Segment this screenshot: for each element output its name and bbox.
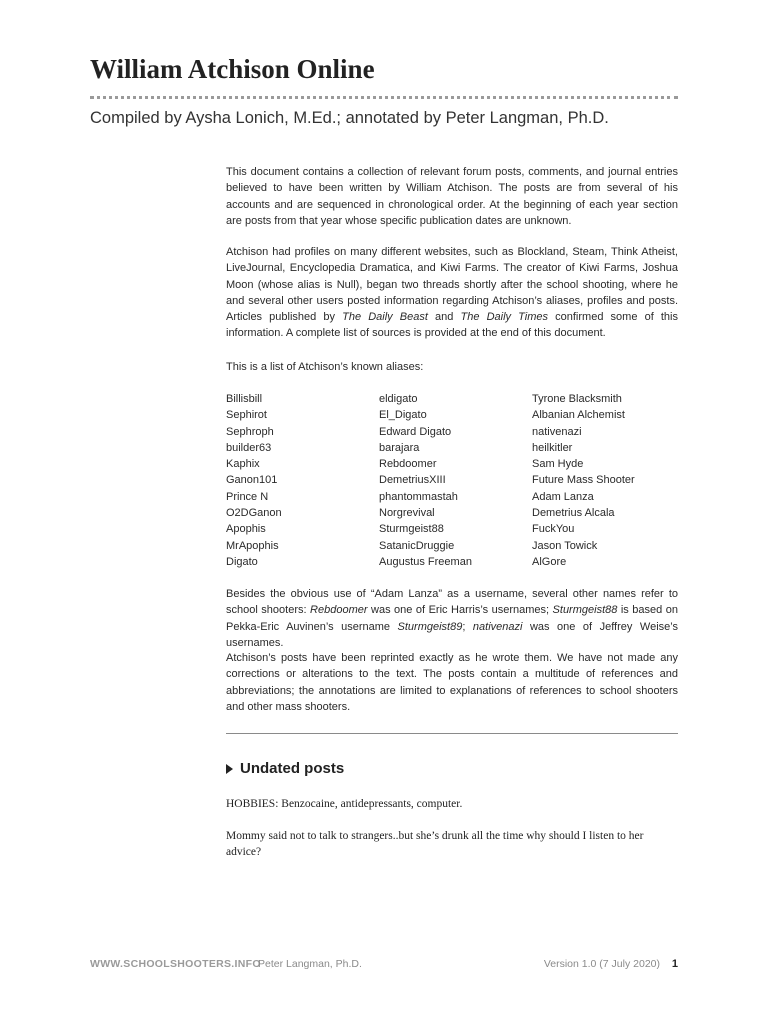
usernames-note: Besides the obvious use of “Adam Lanza” as a username, several other names refer to school shooters: Rebdoomer was one of Eric Harris’s usernames; Sturmgeist88 is based on Pekka-Eric Auvinen’s username Sturmgeist89; nativenazi was one of Jeffrey Weise’s usernames. — [226, 588, 678, 649]
alias-item: Kaphix — [226, 458, 260, 471]
aliases-intro: This is a list of Atchison’s known aliases: — [226, 361, 424, 373]
reprint-note: Atchison’s posts have been reprinted exactly as he wrote them. We have not made any corrections or alterations to the text. The posts contain a multitude of references and abbreviations; the annotations are limited to explanations of references to school shooters and other mass shooters. — [226, 652, 678, 713]
post-entry: HOBBIES: Benzocaine, antidepressants, computer. — [226, 798, 463, 810]
section-divider — [226, 733, 678, 734]
alias-item: Prince N — [226, 490, 269, 503]
intro-paragraph-2: Atchison had profiles on many different websites, such as Blockland, Steam, Think Atheist, LiveJournal, Encyclopedia Dramatica, and Kiwi Farms. The creator of Kiwi Farms, Joshua Moon (whose alias is Null), began two threads shortly after the school shooting, where he and several other users posted information regarding Atchison’s aliases, profiles and posts. Articles published by The Daily Beast and The Daily Times confirmed some of this information. A complete list of sources is provided at the end of this document. — [226, 246, 678, 340]
alias-item: MrApophis — [226, 539, 279, 552]
alias-item: Digato — [226, 555, 258, 568]
alias-item: Demetrius Alcala — [532, 507, 615, 520]
alias-item: Adam Lanza — [532, 490, 594, 503]
alias-item: phantommastah — [379, 490, 458, 503]
alias-item: Future Mass Shooter — [532, 474, 635, 487]
document-title: William Atchison Online — [90, 54, 375, 84]
alias-item: Norgrevival — [379, 507, 435, 520]
aliases-column-1 — [226, 391, 282, 570]
alias-item: Sephirot — [226, 409, 267, 422]
alias-item: heilkitler — [532, 441, 573, 454]
alias-item: Sam Hyde — [532, 458, 584, 471]
alias-nativenazi: nativenazi — [472, 620, 523, 633]
alias-item: Sturmgeist88 — [379, 523, 444, 536]
alias-sturmgeist89: Sturmgeist89 — [397, 620, 463, 633]
alias-item: Edward Digato — [379, 425, 452, 438]
alias-item: Rebdoomer — [379, 458, 437, 471]
alias-item: Sephroph — [226, 425, 274, 438]
triangle-right-icon — [226, 764, 233, 774]
intro-p2-text: Atchison had profiles on many different websites, such as Blockland, Steam, Think Atheist, LiveJournal, Encyclopedia Dramatica, and Kiwi Farms. The creator of Kiwi Farms, Joshua Moon (whose alias is Null), began two threads shortly after the school shooting, where he and several other users posted information regarding Atchison’s aliases, profiles and posts. Articles published by — [226, 246, 678, 324]
document-subtitle: Compiled by Aysha Lonich, M.Ed.; annotated by Peter Langman, Ph.D. — [90, 109, 609, 127]
footer-author: Peter Langman, Ph.D. — [258, 958, 362, 970]
footer-version: Version 1.0 (7 July 2020) — [543, 958, 660, 970]
alias-item: Ganon101 — [226, 474, 278, 487]
alias-item: O2DGanon — [226, 507, 282, 520]
post-entry: Mommy said not to talk to strangers..but she’s drunk all the time why should I listen to her advice? — [226, 830, 644, 859]
intro-paragraph-1: This document contains a collection of relevant forum posts, comments, and journal entries believed to have been written by William Atchison. The posts are from several of his accounts and are sequenced in chronological order. At the beginning of each year section are posts from that year whose specific publication dates are unknown. — [226, 166, 678, 227]
alias-item: Apophis — [226, 523, 266, 536]
page-footer — [90, 958, 678, 974]
source-daily-beast: The Daily Beast — [342, 311, 428, 324]
alias-item: DemetriusXIII — [379, 474, 446, 487]
alias-item: Albanian Alchemist — [532, 409, 625, 422]
title-divider — [90, 96, 678, 99]
alias-rebdoomer: Rebdoomer — [310, 604, 368, 617]
source-daily-times: The Daily Times — [460, 311, 549, 324]
alias-item: SatanicDruggie — [379, 539, 455, 552]
alias-item: Augustus Freeman — [379, 555, 472, 568]
alias-item: builder63 — [226, 441, 272, 454]
alias-item: nativenazi — [532, 425, 582, 438]
page-number: 1 — [671, 958, 678, 970]
alias-item: Tyrone Blacksmith — [532, 393, 622, 405]
alias-item: Jason Towick — [532, 539, 598, 552]
alias-item: eldigato — [379, 393, 418, 405]
alias-item: El_Digato — [379, 409, 427, 422]
alias-item: FuckYou — [532, 523, 575, 536]
section-heading-undated-posts: Undated posts — [226, 760, 344, 777]
footer-website-link[interactable]: WWW.SCHOOLSHOOTERS.INFO — [90, 958, 261, 970]
alias-item: barajara — [379, 441, 420, 454]
alias-item: AlGore — [532, 555, 567, 568]
alias-item: Billisbill — [226, 393, 263, 405]
aliases-column-2 — [379, 391, 472, 570]
alias-sturmgeist88: Sturmgeist88 — [552, 604, 618, 617]
aliases-column-3 — [532, 391, 635, 570]
